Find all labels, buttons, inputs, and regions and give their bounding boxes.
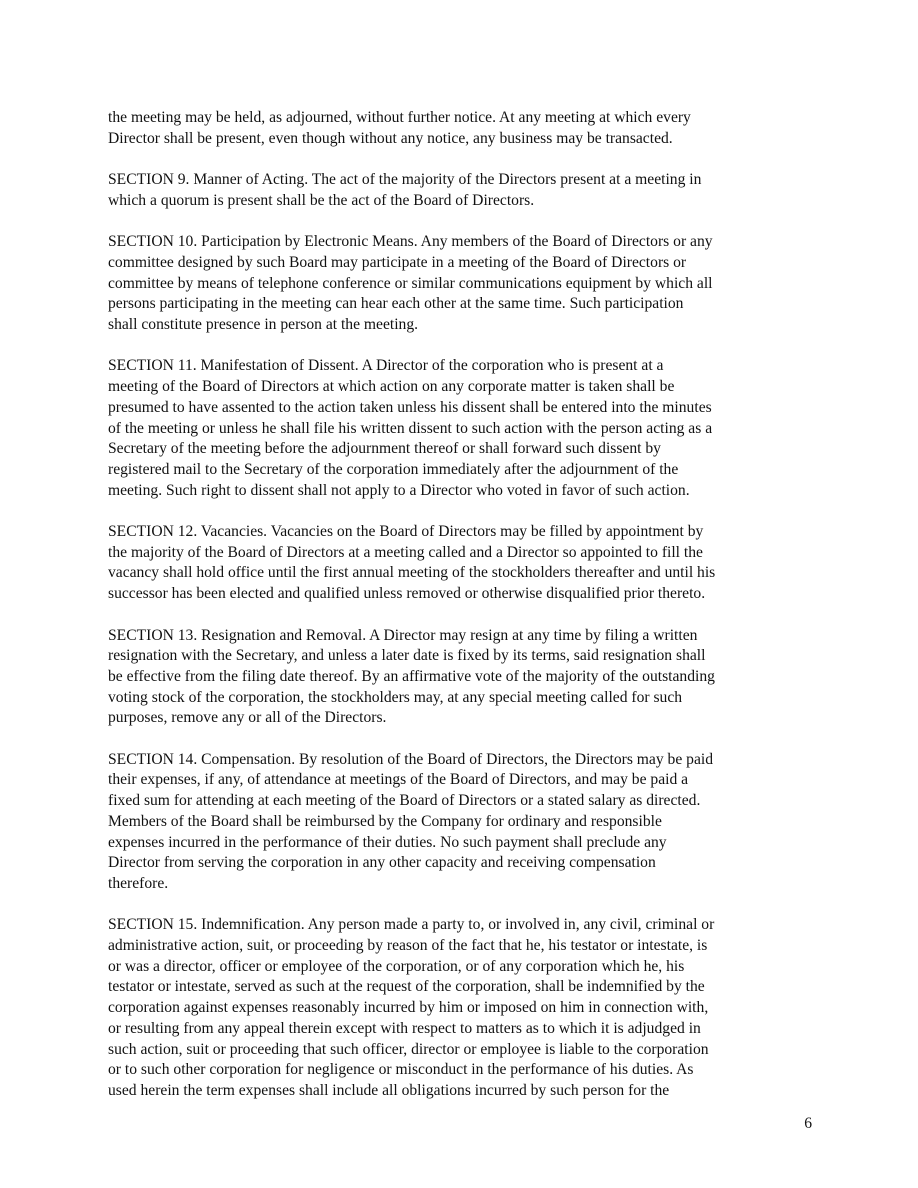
- text-line: meeting. Such right to dissent shall not apply to a Director who voted in favor of such action.: [108, 481, 690, 499]
- text-line: successor has been elected and qualified unless removed or otherwise disqualified prior thereto.: [108, 585, 706, 603]
- text-line: used herein the term expenses shall include all obligations incurred by such person for the: [108, 1081, 670, 1099]
- text-line: or resulting from any appeal therein except with respect to matters as to which it is adjudged in: [108, 1019, 701, 1037]
- paragraph: [108, 750, 812, 895]
- text-line: SECTION 10. Participation by Electronic Means. Any members of the Board of Directors or any: [108, 233, 713, 251]
- text-line: persons participating in the meeting can hear each other at the same time. Such participation: [108, 295, 684, 313]
- text-line: administrative action, suit, or proceeding by reason of the fact that he, his testator or intestate, is: [108, 937, 708, 955]
- text-line: fixed sum for attending at each meeting of the Board of Directors or a stated salary as directed.: [108, 792, 701, 810]
- page-number: 6: [804, 1115, 812, 1132]
- document-page: [108, 108, 812, 1122]
- paragraph: [108, 356, 812, 501]
- text-line: testator or intestate, served as such at the request of the corporation, shall be indemnified by the: [108, 978, 705, 996]
- text-line: SECTION 14. Compensation. By resolution of the Board of Directors, the Directors may be paid: [108, 750, 714, 768]
- text-line: SECTION 9. Manner of Acting. The act of the majority of the Directors present at a meeting in: [108, 171, 702, 189]
- paragraph: [108, 626, 812, 730]
- text-line: shall constitute presence in person at the meeting.: [108, 316, 419, 333]
- text-line: or was a director, officer or employee of the corporation, or of any corporation which he, his: [108, 957, 685, 975]
- text-line: resignation with the Secretary, and unless a later date is fixed by its terms, said resignation shall: [108, 647, 706, 665]
- text-line: SECTION 12. Vacancies. Vacancies on the Board of Directors may be filled by appointment by: [108, 523, 704, 540]
- text-line: expenses incurred in the performance of their duties. No such payment shall preclude any: [108, 833, 667, 851]
- text-line: Secretary of the meeting before the adjournment thereof or shall forward such dissent by: [108, 440, 661, 458]
- text-line: purposes, remove any or all of the Directors.: [108, 709, 387, 727]
- text-line: meeting of the Board of Directors at which action on any corporate matter is taken shall be: [108, 378, 675, 396]
- text-line: be effective from the filing date thereof. By an affirmative vote of the majority of the outstanding: [108, 667, 715, 685]
- text-line: such action, suit or proceeding that such officer, director or employee is liable to the corporation: [108, 1040, 709, 1058]
- text-line: committee by means of telephone conference or similar communications equipment by which all: [108, 274, 713, 292]
- text-line: SECTION 11. Manifestation of Dissent. A Director of the corporation who is present at a: [108, 357, 664, 375]
- text-line: which a quorum is present shall be the act of the Board of Directors.: [108, 191, 535, 209]
- text-line: registered mail to the Secretary of the corporation immediately after the adjournment of the: [108, 460, 679, 478]
- text-line: vacancy shall hold office until the first annual meeting of the stockholders thereafter and until his: [108, 564, 716, 582]
- text-line: Members of the Board shall be reimbursed by the Company for ordinary and responsible: [108, 812, 662, 830]
- text-line: presumed to have assented to the action taken unless his dissent shall be entered into the minutes: [108, 398, 712, 416]
- text-line: SECTION 15. Indemnification. Any person made a party to, or involved in, any civil, criminal or: [108, 916, 715, 934]
- text-line: committee designed by such Board may participate in a meeting of the Board of Directors or: [108, 253, 687, 271]
- text-line: the majority of the Board of Directors at a meeting called and a Director so appointed to fill the: [108, 543, 703, 561]
- text-line: of the meeting or unless he shall file his written dissent to such action with the person acting as a: [108, 419, 713, 437]
- text-line: or to such other corporation for negligence or misconduct in the performance of his duties. As: [108, 1061, 694, 1079]
- text-line: Director shall be present, even though without any notice, any business may be transacted.: [108, 129, 673, 147]
- paragraph: [108, 232, 812, 336]
- paragraph: [108, 108, 812, 149]
- text-line: the meeting may be held, as adjourned, without further notice. At any meeting at which every: [108, 109, 691, 126]
- paragraph: [108, 170, 812, 211]
- text-line: therefore.: [108, 874, 169, 892]
- paragraph: [108, 522, 812, 605]
- text-line: their expenses, if any, of attendance at meetings of the Board of Directors, and may be paid a: [108, 771, 689, 789]
- paragraph: [108, 915, 812, 1101]
- text-line: voting stock of the corporation, the stockholders may, at any special meeting called for such: [108, 688, 683, 706]
- text-line: Director from serving the corporation in any other capacity and receiving compensation: [108, 854, 656, 872]
- text-line: SECTION 13. Resignation and Removal. A Director may resign at any time by filing a written: [108, 626, 698, 644]
- text-line: corporation against expenses reasonably incurred by him or imposed on him in connection with,: [108, 999, 709, 1017]
